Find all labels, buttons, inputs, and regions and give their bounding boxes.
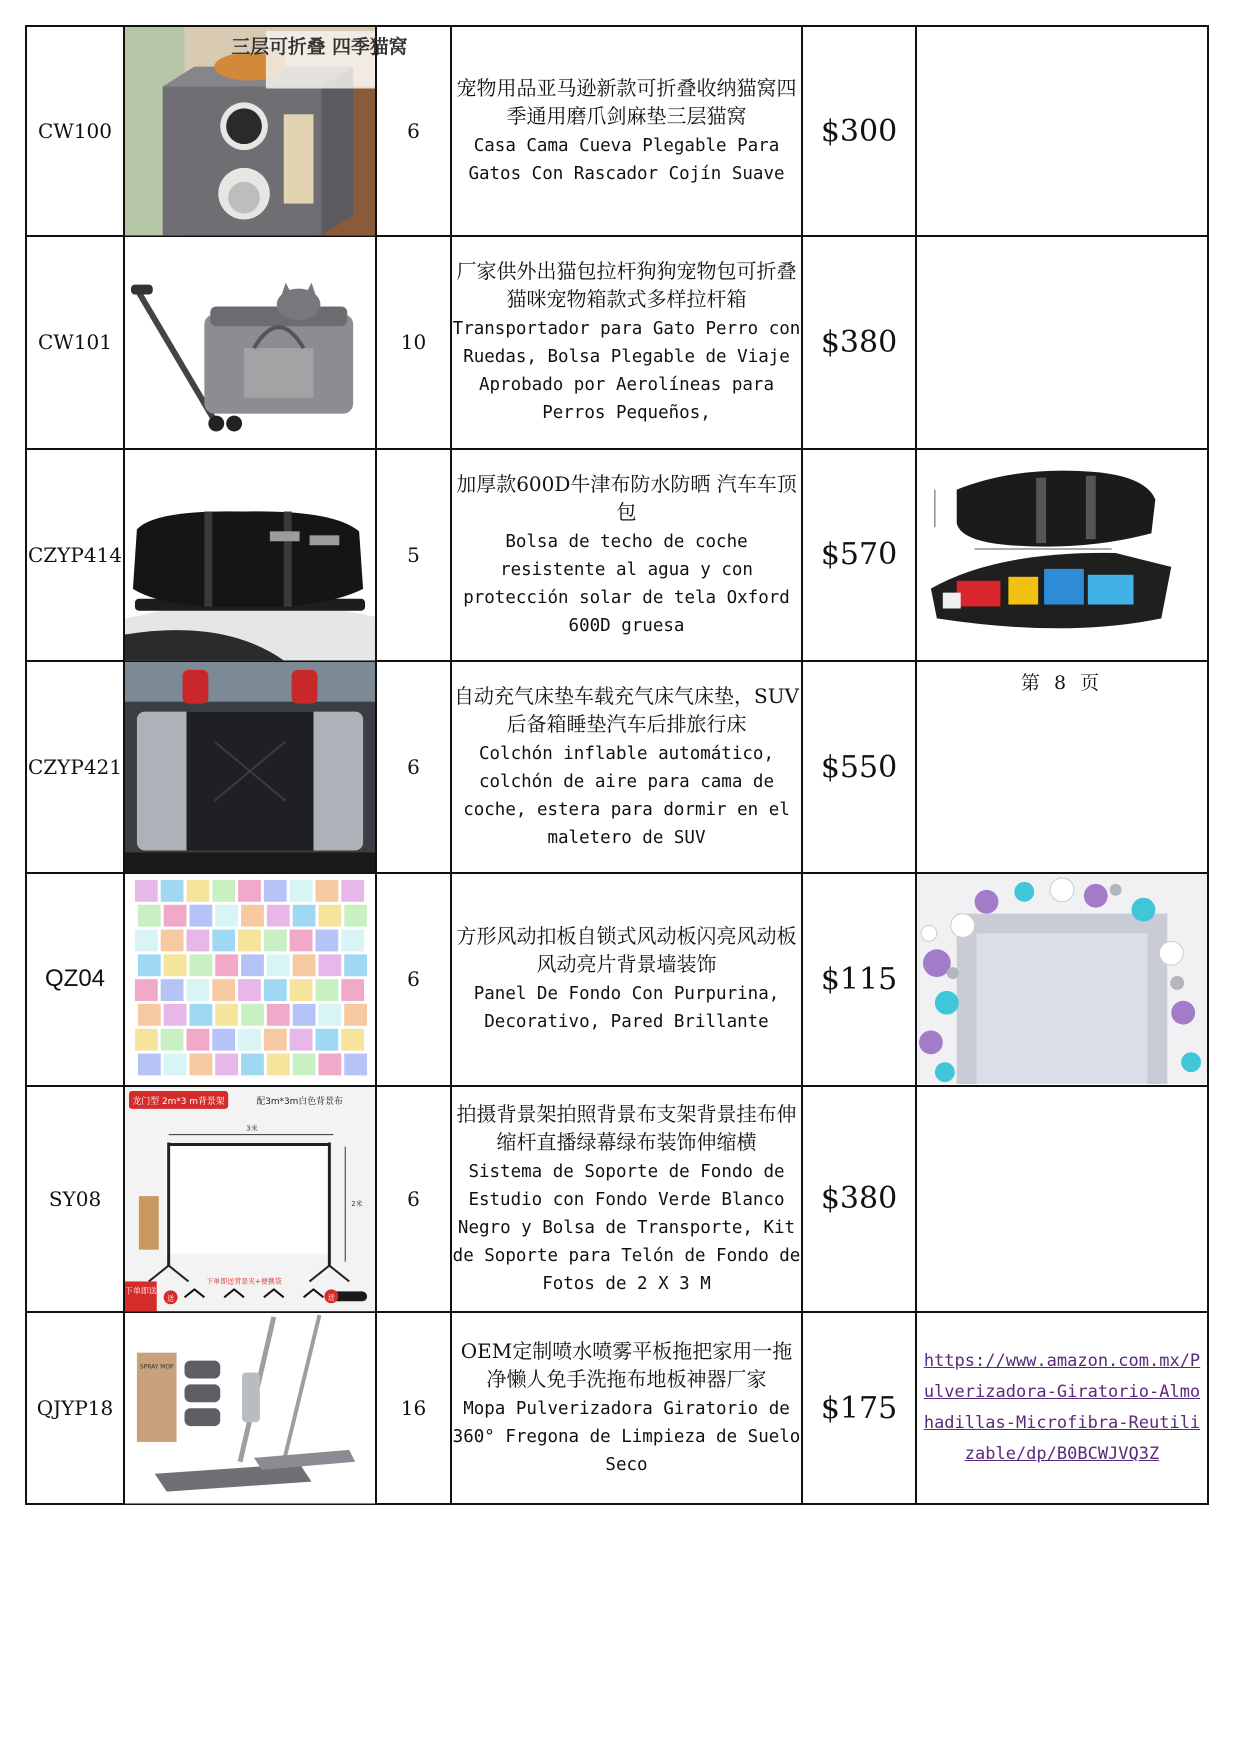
product-code: CZYP421: [26, 661, 124, 873]
product-quantity: 6: [376, 26, 451, 236]
sequin-tile: [138, 1004, 161, 1026]
product-quantity: 6: [376, 873, 451, 1085]
sequin-tile: [241, 955, 264, 977]
sequin-tile: [215, 905, 238, 927]
description-chinese: 拍摄背景架拍照背景布支架背景挂布伸缩杆直播绿幕绿布装饰伸缩横: [456, 1101, 797, 1154]
sequin-tile: [293, 905, 316, 927]
product-code: CZYP414: [26, 449, 124, 661]
image-caption: 下单即送: [125, 1285, 157, 1295]
product-quantity: 16: [376, 1312, 451, 1504]
sequin-tile: [318, 905, 341, 927]
sequin-panel-image: [125, 874, 375, 1084]
sequin-tile: [161, 979, 184, 1001]
description-spanish: Bolsa de techo de coche resistente al agua y con protección solar de tela Oxford 600D gruesa: [463, 531, 790, 636]
product-code: CW100: [26, 26, 124, 236]
image-caption: 龙门型 2m*3 m背景架: [132, 1096, 225, 1107]
product-price: $550: [802, 661, 916, 873]
table-row: [26, 26, 1208, 236]
image-caption: 3米: [246, 1124, 258, 1133]
table-row: [26, 873, 1208, 1085]
sequin-tile: [293, 1054, 316, 1076]
sequin-tile: [264, 880, 287, 902]
sequin-tile: [290, 1029, 313, 1051]
image-caption: 下单即送背景夹+便携袋: [206, 1277, 282, 1286]
product-description: [451, 873, 802, 1085]
sequin-tile: [344, 1054, 367, 1076]
product-description: [451, 1312, 802, 1504]
product-price: $380: [802, 236, 916, 448]
sequin-tile: [189, 955, 212, 977]
image-caption: 送: [167, 1293, 175, 1302]
sequin-tile: [264, 930, 287, 952]
reference-cell: [916, 26, 1208, 236]
sequin-tile: [341, 930, 364, 952]
product-image-cell: [124, 236, 376, 448]
sequin-tile: [241, 1004, 264, 1026]
reference-cell: [916, 1086, 1208, 1312]
description-spanish: Casa Cama Cueva Plegable Para Gatos Con Rascador Cojín Suave: [468, 136, 785, 185]
product-description: [451, 26, 802, 236]
product-image-cell: [124, 661, 376, 873]
description-spanish: Panel De Fondo Con Purpurina, Decorativo, Pared Brillante: [473, 984, 780, 1033]
product-image-cell: [124, 1312, 376, 1504]
table-row: [26, 236, 1208, 448]
description-spanish: Transportador para Gato Perro con Ruedas, Bolsa Plegable de Viaje Aprobado por Aerolíneas para Perros Pequeños,: [452, 319, 801, 424]
sequin-tile: [318, 1004, 341, 1026]
product-quantity: 10: [376, 236, 451, 448]
sequin-tile: [161, 1029, 184, 1051]
sequin-tile: [315, 930, 338, 952]
sequin-tile: [344, 905, 367, 927]
sequin-tile: [315, 1029, 338, 1051]
table-row: [26, 1086, 1208, 1312]
sequin-tile: [187, 1029, 210, 1051]
reference-cell: [916, 236, 1208, 448]
backdrop-stand-image: [125, 1087, 375, 1311]
sequin-tile: [267, 955, 290, 977]
image-caption: 2米: [351, 1199, 363, 1208]
page-number: 第 8 页: [1020, 671, 1104, 694]
product-price: $300: [802, 26, 916, 236]
sequin-tile: [238, 1029, 261, 1051]
sequin-tile: [138, 1054, 161, 1076]
sequin-tile: [290, 880, 313, 902]
sequin-tile: [267, 1054, 290, 1076]
product-description: [451, 661, 802, 873]
product-price: $115: [802, 873, 916, 1085]
product-code: QJYP18: [26, 1312, 124, 1504]
sequin-tile: [189, 1054, 212, 1076]
description-spanish: Sistema de Soporte de Fondo de Estudio con Fondo Verde Blanco Negro y Bolsa de Transporte, Kit de Soporte para Telón de Fondo de Fotos de 2 X 3 M: [452, 1161, 801, 1294]
sequin-tile: [187, 880, 210, 902]
product-reference-link[interactable]: https://www.amazon.com.mx/Pulverizadora-Giratorio-Almohadillas-Microfibra-Reutilizable/dp/B0BCWJVQ3Z: [923, 1351, 1201, 1465]
sequin-tile: [164, 955, 187, 977]
reference-cell: [916, 1312, 1208, 1504]
description-chinese: 方形风动扣板自锁式风动板闪亮风动板风动亮片背景墙装饰: [456, 924, 797, 977]
sequin-tile: [238, 930, 261, 952]
sequin-tile: [315, 880, 338, 902]
table-row: [26, 449, 1208, 661]
sequin-tile: [241, 905, 264, 927]
product-description: [451, 1086, 802, 1312]
description-chinese: OEM定制喷水喷雾平板拖把家用一拖净懒人免手洗拖布地板神器厂家: [460, 1339, 793, 1392]
sequin-tile: [264, 979, 287, 1001]
sequin-tile: [135, 930, 158, 952]
product-code: CW101: [26, 236, 124, 448]
cat-house-image: [125, 27, 408, 235]
description-chinese: 加厚款600D牛津布防水防晒 汽车车顶包: [456, 471, 797, 524]
product-image-cell: [124, 1086, 376, 1312]
sequin-tile: [212, 880, 235, 902]
description-chinese: 宠物用品亚马逊新款可折叠收纳猫窝四季通用磨爪剑麻垫三层猫窝: [456, 76, 797, 129]
product-quantity: 6: [376, 1086, 451, 1312]
sequin-tile: [187, 930, 210, 952]
sequin-tile: [315, 979, 338, 1001]
sequin-tile: [212, 979, 235, 1001]
table-row: [26, 661, 1208, 873]
sequin-tile: [290, 930, 313, 952]
product-image-cell: [124, 873, 376, 1085]
product-quantity: 5: [376, 449, 451, 661]
sequin-tile: [164, 1054, 187, 1076]
reference-cell: [916, 873, 1208, 1085]
sequin-tile: [267, 905, 290, 927]
product-quantity: 6: [376, 661, 451, 873]
product-image-cell: [124, 26, 408, 236]
sequin-tile: [318, 1054, 341, 1076]
sequin-tile: [264, 1029, 287, 1051]
sequin-tile: [215, 955, 238, 977]
description-spanish: Mopa Pulverizadora Giratorio de 360° Fregona de Limpieza de Suelo Seco: [452, 1399, 801, 1476]
reference-cell: [916, 449, 1208, 661]
image-caption: 配3m*3m白色背景布: [256, 1096, 343, 1107]
sequin-tile: [267, 1004, 290, 1026]
description-chinese: 自动充气床垫车载充气床气床垫，SUV后备箱睡垫汽车后排旅行床: [454, 684, 799, 737]
sequin-tile: [212, 1029, 235, 1051]
sequin-tile: [135, 880, 158, 902]
product-code: SY08: [26, 1086, 124, 1312]
product-price: $175: [802, 1312, 916, 1504]
sequin-tile: [212, 930, 235, 952]
pet-carrier-image: [125, 237, 375, 447]
roof-bag-reference-image: [917, 450, 1207, 660]
sequin-tile: [189, 1004, 212, 1026]
sequin-tile: [138, 955, 161, 977]
sequin-tile: [341, 1029, 364, 1051]
spray-mop-image: [125, 1313, 375, 1503]
image-caption: 三层可折叠 四季猫窝: [231, 36, 408, 58]
sequin-tile: [293, 1004, 316, 1026]
product-description: [451, 449, 802, 661]
sequin-tile: [290, 979, 313, 1001]
sequin-tile: [161, 930, 184, 952]
sequin-tile: [341, 979, 364, 1001]
sequin-tile: [238, 880, 261, 902]
table-row: [26, 1312, 1208, 1504]
sequin-tile: [189, 905, 212, 927]
sequin-tile: [344, 955, 367, 977]
sequin-tile: [238, 979, 261, 1001]
image-caption: 送: [327, 1292, 335, 1301]
sequin-tile: [341, 880, 364, 902]
product-table: [25, 25, 1209, 1505]
product-image-cell: [124, 449, 376, 661]
image-caption: SPRAY MOP: [139, 1363, 174, 1371]
description-chinese: 厂家供外出猫包拉杆狗狗宠物包可折叠猫咪宠物箱款式多样拉杆箱: [456, 259, 797, 312]
sequin-tile: [135, 979, 158, 1001]
product-description: [451, 236, 802, 448]
sequin-tile: [161, 880, 184, 902]
sequin-tile: [215, 1004, 238, 1026]
reference-cell: [916, 661, 1208, 873]
sequin-tile: [241, 1054, 264, 1076]
sequin-tile: [135, 1029, 158, 1051]
description-spanish: Colchón inflable automático, colchón de aire para cama de coche, estera para dormir en el maletero de SUV: [463, 744, 790, 849]
product-price: $570: [802, 449, 916, 661]
sequin-tile: [318, 955, 341, 977]
sequin-tile: [215, 1054, 238, 1076]
sequin-tile: [344, 1004, 367, 1026]
roof-bag-image: [125, 450, 375, 660]
balloon-backdrop-reference-image: [917, 874, 1207, 1084]
sequin-tile: [293, 955, 316, 977]
sequin-tile: [164, 905, 187, 927]
sequin-tile: [138, 905, 161, 927]
sequin-tile: [164, 1004, 187, 1026]
car-air-mattress-image: [125, 662, 375, 872]
sequin-tile: [187, 979, 210, 1001]
product-price: $380: [802, 1086, 916, 1312]
product-code: QZ04: [26, 873, 124, 1085]
